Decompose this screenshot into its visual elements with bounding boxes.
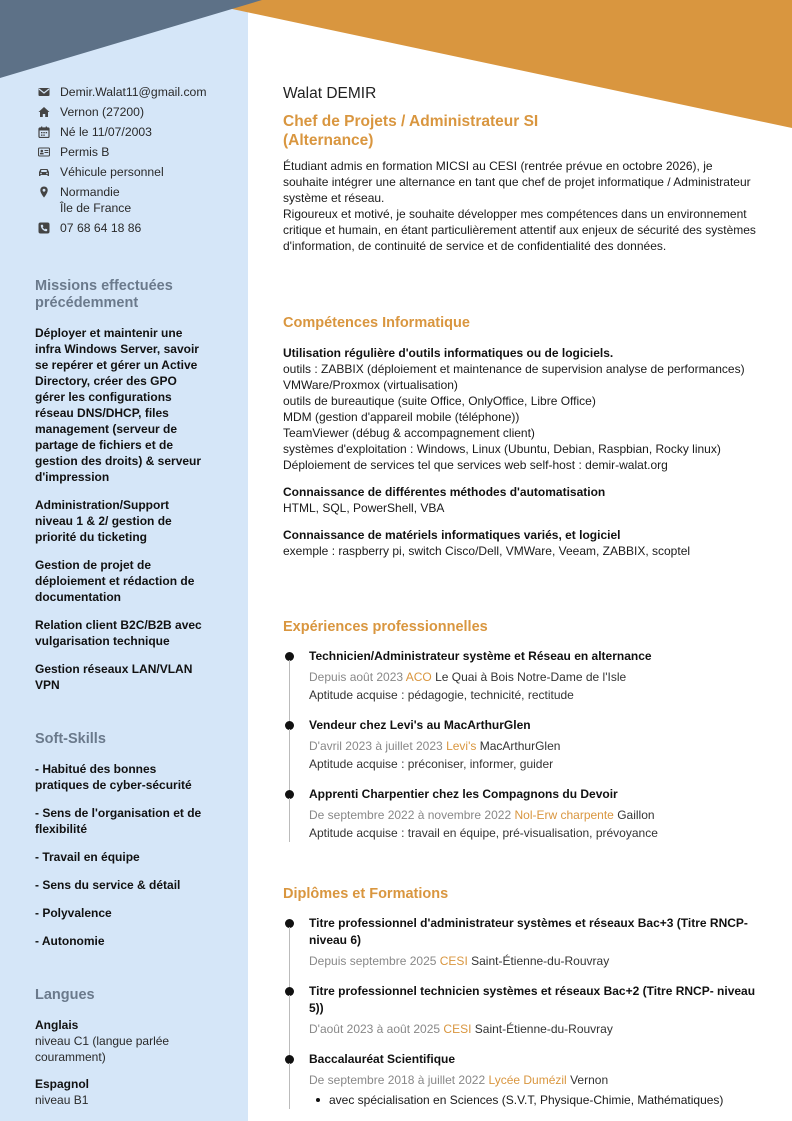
competences-title: Compétences Informatique — [283, 315, 470, 331]
contact-license — [38, 144, 243, 160]
diploma-item — [283, 1051, 758, 1108]
experience-item — [283, 717, 758, 772]
id-card-icon — [38, 144, 60, 158]
diploma-title: Titre professionnel technicien systèmes et réseaux Bac+2 (Titre RNCP- niveau 5)) — [309, 984, 756, 1015]
contact-address — [38, 104, 243, 120]
competence-line: HTML, SQL, PowerShell, VBA — [283, 501, 445, 515]
home-icon — [38, 104, 60, 118]
competence-line: outils : ZABBIX (déploiement et maintenance de supervision analyse de performances) — [283, 362, 745, 376]
job-title: Chef de Projets / Administrateur SI — [283, 113, 539, 130]
contact-vehicle-text: Véhicule personnel — [60, 165, 164, 179]
softskills-title: Soft-Skills — [35, 731, 106, 747]
diploma-meta — [309, 1072, 758, 1088]
experience-place: Le Quai à Bois Notre-Dame de l'Isle — [435, 670, 627, 684]
contact-region-text: Normandie Île de France — [60, 185, 132, 215]
map-pin-icon — [38, 184, 60, 198]
experience-title: Apprenti Charpentier chez les Compagnons du Devoir — [309, 787, 618, 801]
main-content — [283, 84, 758, 254]
diploma-meta — [309, 953, 758, 969]
softskill-item: - Habitué des bonnes pratiques de cyber-sécurité — [35, 762, 192, 792]
missions-section — [35, 278, 210, 705]
diploma-title: Baccalauréat Scientifique — [309, 1052, 456, 1066]
diploma-timeline — [283, 915, 758, 1108]
diploma-item — [283, 983, 758, 1037]
mission-item: Gestion de projet de déploiement et rédaction de documentation — [35, 558, 195, 604]
experience-place: Gaillon — [617, 808, 655, 822]
contact-phone[interactable] — [38, 220, 243, 236]
mission-item: Gestion réseaux LAN/VLAN VPN — [35, 662, 193, 692]
diploma-place: Saint-Étienne-du-Rouvray — [474, 1022, 613, 1036]
experience-title: Technicien/Administrateur système et Réseau en alternance — [309, 649, 652, 663]
calendar-icon — [38, 124, 60, 138]
experience-meta — [309, 807, 758, 823]
diplomas-title: Diplômes et Formations — [283, 886, 449, 902]
competence-line: exemple : raspberry pi, switch Cisco/Dell, VMWare, Veeam, ZABBIX, scoptel — [283, 544, 691, 558]
language-level: niveau B1 — [35, 1093, 89, 1107]
competence-line: Déploiement de services tel que services web self-host : demir-walat.org — [283, 458, 668, 472]
contact-phone-text: 07 68 64 18 86 — [60, 221, 142, 235]
experience-timeline — [283, 648, 758, 841]
experience-date: De septembre 2022 à novembre 2022 — [309, 808, 512, 822]
competence-group — [283, 527, 758, 559]
diploma-meta — [309, 1021, 758, 1037]
timeline-line — [289, 995, 290, 1055]
competence-group — [283, 484, 758, 516]
experience-skills: Aptitude acquise : pédagogie, technicité, rectitude — [309, 688, 574, 702]
contact-license-text: Permis B — [60, 145, 110, 159]
languages-title: Langues — [35, 987, 95, 1003]
contact-vehicle — [38, 164, 243, 180]
experience-meta — [309, 669, 758, 685]
experience-org: Nol-Erw charpente — [514, 808, 614, 822]
competence-line: systèmes d'exploitation : Windows, Linux (Ubuntu, Debian, Raspbian, Rocky linux) — [283, 442, 721, 456]
mission-item: Relation client B2C/B2B avec vulgarisation technique — [35, 618, 202, 648]
experience-date: Depuis août 2023 — [309, 670, 404, 684]
diploma-date: D'août 2023 à août 2025 — [309, 1022, 441, 1036]
competence-heading: Utilisation régulière d'outils informatiques ou de logiciels. — [283, 346, 614, 360]
diploma-date: Depuis septembre 2025 — [309, 954, 437, 968]
experience-title: Vendeur chez Levi's au MacArthurGlen — [309, 718, 531, 732]
experience-date: D'avril 2023 à juillet 2023 — [309, 739, 443, 753]
experience-meta — [309, 738, 758, 754]
softskill-item: - Sens de l'organisation et de flexibilité — [35, 806, 202, 836]
contact-birthdate — [38, 124, 243, 140]
competence-heading: Connaissance de matériels informatiques variés, et logiciel — [283, 528, 621, 542]
softskills-section — [35, 731, 210, 961]
language-name: Anglais — [35, 1018, 79, 1032]
experiences-title: Expériences professionnelles — [283, 619, 488, 635]
timeline-line — [289, 729, 290, 791]
softskill-item: - Travail en équipe — [35, 850, 140, 864]
sidebar — [0, 0, 248, 1121]
profile-summary: Étudiant admis en formation MICSI au CESI (rentrée prévue en octobre 2026), je souhaite intégrer une alternance en tant que chef de projet informatique / Administrateur système et réseau. Rigoureux et motivé, je souhaite développer mes compétences dans un environnement critique et humain, en étant particulièrement attentif aux enjeux de sécurité des systèmes d'information, de continuité de service et de confidentialité des données. — [283, 159, 756, 253]
mission-item: Administration/Support niveau 1 & 2/ gestion de priorité du ticketing — [35, 498, 172, 544]
competence-line: TeamViewer (débug & accompagnement client) — [283, 426, 535, 440]
diplomas-section — [283, 885, 758, 1108]
contact-list — [38, 84, 243, 240]
competence-line: MDM (gestion d'appareil mobile (téléphone)) — [283, 410, 520, 424]
diploma-school: Lycée Dumézil — [488, 1073, 567, 1087]
competence-group — [283, 345, 758, 473]
candidate-name: Walat DEMIR — [283, 85, 377, 102]
envelope-icon — [38, 84, 60, 98]
diploma-detail: avec spécialisation en Sciences (S.V.T, Physique-Chimie, Mathématiques) — [309, 1092, 758, 1108]
experience-item — [283, 648, 758, 703]
experience-place: MacArthurGlen — [479, 739, 561, 753]
contact-email-text: Demir.Walat11@gmail.com — [60, 85, 207, 99]
competence-line: VMWare/Proxmox (virtualisation) — [283, 378, 458, 392]
missions-title: Missions effectuées précédemment — [35, 278, 173, 311]
experience-skills: Aptitude acquise : travail en équipe, pré-visualisation, prévoyance — [309, 826, 658, 840]
experience-org: ACO — [405, 670, 432, 684]
phone-icon — [38, 220, 60, 234]
competences-section — [283, 314, 758, 559]
softskill-item: - Autonomie — [35, 934, 105, 948]
softskill-item: - Sens du service & détail — [35, 878, 181, 892]
experience-item — [283, 786, 758, 841]
diploma-place: Saint-Étienne-du-Rouvray — [471, 954, 610, 968]
experience-org: Levi's — [446, 739, 477, 753]
contact-region — [38, 184, 243, 216]
timeline-line — [289, 660, 290, 722]
experiences-section — [283, 618, 758, 841]
softskill-item: - Polyvalence — [35, 906, 112, 920]
experience-skills: Aptitude acquise : préconiser, informer, guider — [309, 757, 554, 771]
diploma-school: CESI — [443, 1022, 472, 1036]
diploma-title: Titre professionnel d'administrateur systèmes et réseaux Bac+3 (Titre RNCP- niveau 6) — [309, 916, 748, 947]
language-name: Espagnol — [35, 1077, 90, 1091]
competence-heading: Connaissance de différentes méthodes d'automatisation — [283, 485, 606, 499]
diploma-date: De septembre 2018 à juillet 2022 — [309, 1073, 486, 1087]
diploma-school: CESI — [439, 954, 468, 968]
contact-email[interactable] — [38, 84, 243, 100]
timeline-line — [289, 1063, 290, 1109]
competence-line: outils de bureautique (suite Office, OnlyOffice, Libre Office) — [283, 394, 596, 408]
diploma-item — [283, 915, 758, 969]
diploma-place: Vernon — [570, 1073, 609, 1087]
languages-section — [35, 987, 210, 1119]
contact-birthdate-text: Né le 11/07/2003 — [60, 125, 152, 139]
language-level: niveau C1 (langue parlée couramment) — [35, 1034, 170, 1064]
timeline-line — [289, 798, 290, 842]
mission-item: Déployer et maintenir une infra Windows Server, savoir se repérer et gérer un Active Directory, créer des GPO gérer les configurations réseau DNS/DHCP, files management (serveur de partage de fichiers et de gestion des droits) & serveur d'impression — [35, 326, 202, 484]
car-icon — [38, 164, 60, 178]
timeline-line — [289, 927, 290, 987]
job-title-subtitle: (Alternance) — [283, 132, 374, 149]
contact-address-text: Vernon (27200) — [60, 105, 145, 119]
